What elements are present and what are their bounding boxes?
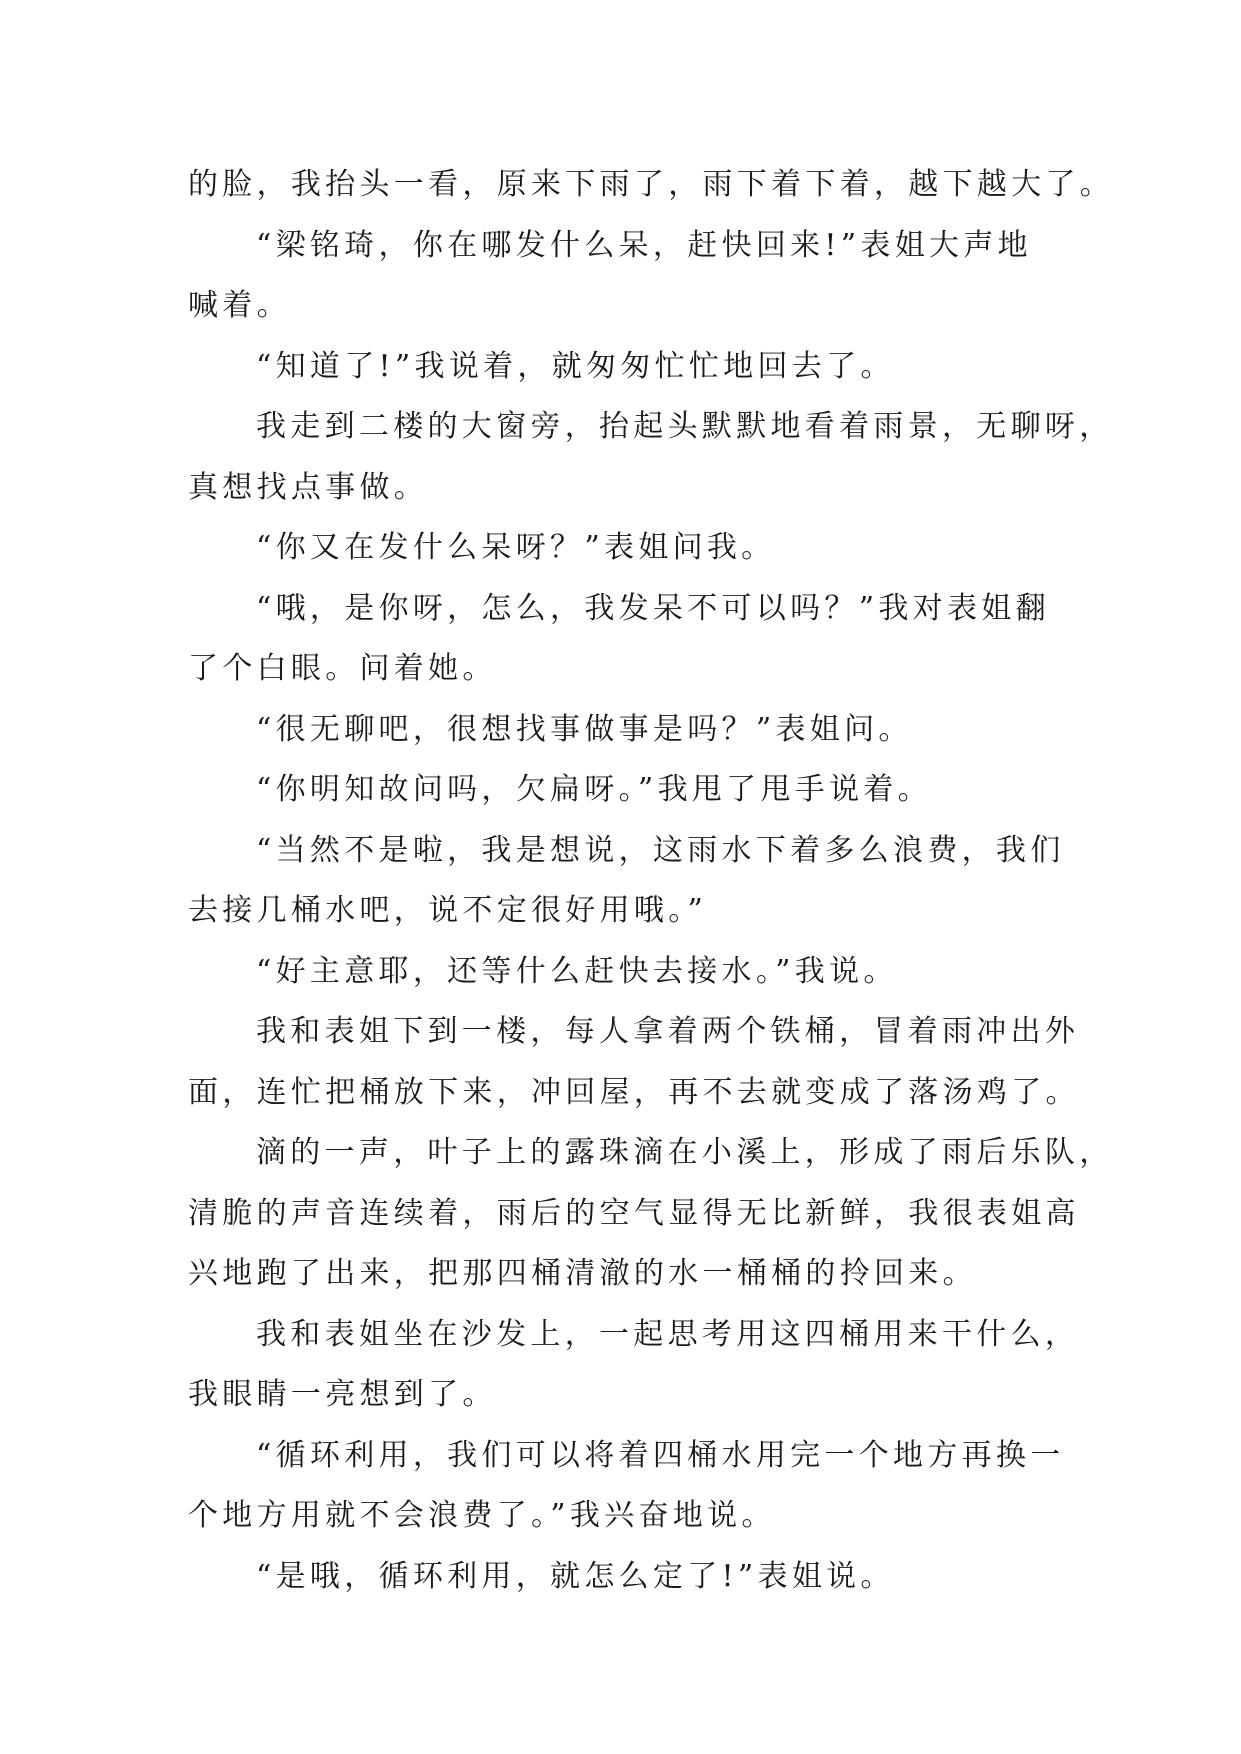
text-line-3: 喊着。 (188, 288, 291, 323)
text-line-18: 清脆的声音连续着，雨后的空气显得无比新鲜，我很表姐高 (188, 1195, 1080, 1231)
text-line-24: “是哦，循环利用，就怎么定了!”表姐说。 (256, 1558, 895, 1594)
text-line-23: 个地方用就不会浪费了。”我兴奋地说。 (188, 1498, 776, 1533)
text-line-1: 的脸，我抬头一看，原来下雨了，雨下着下着，越下越大了。 (188, 167, 1115, 202)
text-line-4: “知道了!”我说着，就匆匆忙忙地回去了。 (256, 348, 895, 384)
text-line-2: “梁铭琦，你在哪发什么呆，赶快回来!”表姐大声地 (256, 227, 1032, 263)
text-line-14: “好主意耶，还等什么赶快去接水。”我说。 (256, 953, 898, 989)
text-line-9: 了个白眼。问着她。 (188, 651, 497, 686)
text-line-16: 面，连忙把桶放下来，冲回屋，再不去就变成了落汤鸡了。 (188, 1074, 1080, 1110)
text-line-21: 我眼睛一亮想到了。 (188, 1377, 497, 1412)
text-line-20: 我和表姐坐在沙发上，一起思考用这四桶用来干什么， (256, 1316, 1080, 1352)
text-line-15: 我和表姐下到一楼，每人拿着两个铁桶，冒着雨冲出外 (256, 1014, 1080, 1049)
text-line-7: “你又在发什么呆呀？”表姐问我。 (256, 530, 776, 565)
body-text (188, 155, 1115, 1607)
text-line-19: 兴地跑了出来，把那四桶清澈的水一桶桶的拎回来。 (188, 1256, 977, 1291)
text-line-11: “你明知故问吗，欠扁呀。”我甩了甩手说着。 (256, 772, 932, 807)
text-line-12: “当然不是啦，我是想说，这雨水下着多么浪费，我们 (256, 832, 1065, 868)
text-line-6: 真想找点事做。 (188, 469, 429, 505)
text-line-22: “循环利用，我们可以将着四桶水用完一个地方再换一 (256, 1437, 1065, 1473)
text-line-5: 我走到二楼的大窗旁，抬起头默默地看着雨景，无聊呀， (256, 409, 1114, 444)
text-line-17: 滴的一声，叶子上的露珠滴在小溪上，形成了雨后乐队， (256, 1135, 1114, 1170)
text-line-8: “哦，是你呀，怎么，我发呆不可以吗？”我对表姐翻 (256, 590, 1050, 626)
text-line-10: “很无聊吧，很想找事做事是吗？”表姐问。 (256, 711, 913, 747)
text-line-13: 去接几桶水吧，说不定很好用哦。” (188, 893, 708, 928)
